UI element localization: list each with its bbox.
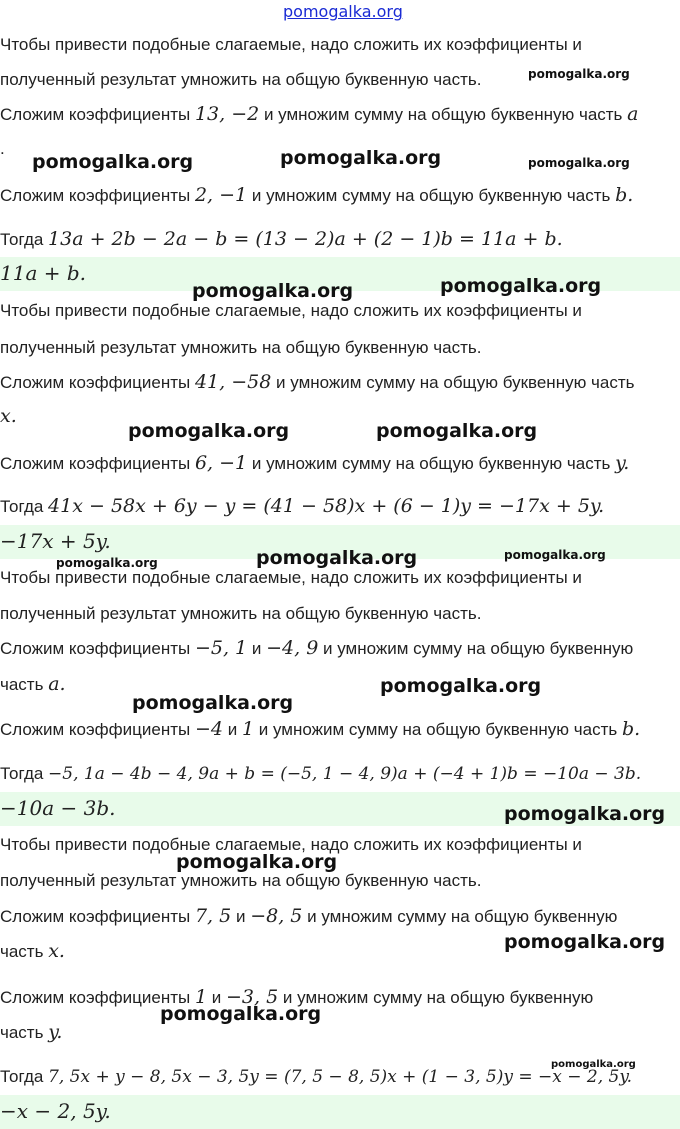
variable: a — [627, 103, 639, 125]
then-line — [0, 763, 641, 785]
variable: a. — [48, 673, 66, 695]
rule-line-2: полученный результат умножить на общую буквенную часть. — [0, 338, 482, 357]
step-text: часть — [0, 1023, 49, 1042]
step-text: и умножим сумму на общую буквенную — [278, 988, 594, 1007]
variable: b. — [615, 184, 634, 206]
variable: x. — [48, 940, 65, 962]
coefficients: −8, 5 — [250, 905, 303, 927]
watermark: pomogalka.org — [132, 692, 294, 714]
step-text: Сложим коэффициенты — [0, 373, 195, 392]
rule-line-2: полученный результат умножить на общую буквенную часть. — [0, 871, 482, 890]
answer: −x − 2, 5y. — [0, 1099, 111, 1123]
step-line — [0, 637, 633, 660]
watermark: pomogalka.org — [176, 851, 338, 873]
answer: −17x + 5y. — [0, 529, 111, 553]
step-text: и умножим сумму на общую буквенную часть — [247, 186, 616, 205]
watermark: pomogalka.org — [380, 675, 542, 697]
step-text: Сложим коэффициенты — [0, 105, 195, 124]
answer-box — [0, 1095, 680, 1129]
equation: 13a + 2b − 2a − b = (13 − 2)a + (2 − 1)b = 11a + b. — [48, 228, 563, 250]
coefficients: 41, −58 — [194, 371, 272, 393]
watermark: pomogalka.org — [528, 67, 630, 81]
step-text: Сложим коэффициенты — [0, 720, 195, 739]
step-text: Сложим коэффициенты — [0, 454, 195, 473]
rule-line-1: Чтобы привести подобные слагаемые, надо сложить их коэффициенты и — [0, 568, 582, 587]
rule-line-1: Чтобы привести подобные слагаемые, надо сложить их коэффициенты и — [0, 301, 582, 320]
step-line-continued — [0, 1021, 62, 1044]
step-text: и умножим сумму на общую буквенную часть — [271, 373, 635, 392]
coefficients: −5, 1 — [194, 637, 248, 659]
step-line — [0, 452, 629, 475]
watermark: pomogalka.org — [192, 280, 354, 302]
watermark: pomogalka.org — [56, 556, 158, 570]
equation: 7, 5x + y − 8, 5x − 3, 5y = (7, 5 − 8, 5)x + (1 − 3, 5)y = −x − 2, 5y. — [48, 1067, 633, 1087]
equation: 41x − 58x + 6y − y = (41 − 58)x + (6 − 1)y = −17x + 5y. — [48, 495, 605, 517]
step-text: и умножим сумму на общую буквенную — [302, 907, 618, 926]
step-text: и — [231, 907, 251, 926]
watermark: pomogalka.org — [551, 1059, 636, 1070]
coefficients: −3, 5 — [226, 986, 279, 1008]
step-line — [0, 184, 633, 207]
watermark: pomogalka.org — [440, 275, 602, 297]
watermark: pomogalka.org — [504, 803, 666, 825]
step-text: Сложим коэффициенты — [0, 186, 195, 205]
step-text: и умножим сумму на общую буквенную часть — [259, 105, 628, 124]
then-label: Тогда — [0, 230, 49, 249]
watermark-link[interactable]: pomogalka.org — [283, 2, 403, 21]
step-line-continued — [0, 673, 66, 696]
step-text: часть — [0, 942, 49, 961]
variable: b. — [621, 718, 641, 740]
step-line-continued: x. — [0, 405, 17, 427]
step-text: и умножим сумму на общую буквенную — [318, 639, 634, 658]
watermark: pomogalka.org — [504, 931, 666, 953]
then-line — [0, 228, 563, 251]
step-text: и — [222, 720, 242, 739]
watermark: pomogalka.org — [280, 147, 442, 169]
coefficients: 1 — [194, 986, 208, 1008]
step-line — [0, 371, 635, 394]
watermark: pomogalka.org — [128, 420, 290, 442]
answer: −10a − 3b. — [0, 796, 116, 820]
step-text: и — [207, 988, 227, 1007]
coefficients: 1 — [241, 718, 255, 740]
coefficients: −4 — [194, 718, 223, 740]
rule-line-1: Чтобы привести подобные слагаемые, надо сложить их коэффициенты и — [0, 35, 582, 54]
watermark: pomogalka.org — [32, 151, 194, 173]
rule-line-2: полученный результат умножить на общую буквенную часть. — [0, 604, 482, 623]
then-label: Тогда — [0, 497, 49, 516]
step-text: и умножим сумму на общую буквенную часть — [247, 454, 616, 473]
step-text: Сложим коэффициенты — [0, 639, 195, 658]
step-line-continued: . — [0, 139, 5, 158]
step-line-continued — [0, 940, 65, 963]
step-text: часть — [0, 675, 49, 694]
then-label: Тогда — [0, 1067, 49, 1086]
watermark: pomogalka.org — [528, 156, 630, 170]
variable: y. — [615, 452, 630, 474]
coefficients: 13, −2 — [194, 103, 260, 125]
step-line — [0, 905, 617, 928]
step-text: Сложим коэффициенты — [0, 988, 195, 1007]
watermark: pomogalka.org — [504, 548, 606, 562]
watermark: pomogalka.org — [256, 547, 418, 569]
then-label: Тогда — [0, 764, 49, 783]
step-line — [0, 718, 640, 741]
step-text: и — [247, 639, 267, 658]
watermark: pomogalka.org — [160, 1003, 322, 1025]
coefficients: 6, −1 — [194, 452, 248, 474]
equation: −5, 1a − 4b − 4, 9a + b = (−5, 1 − 4, 9)a + (−4 + 1)b = −10a − 3b. — [48, 764, 642, 784]
rule-line-2: полученный результат умножить на общую буквенную часть. — [0, 70, 482, 89]
then-line — [0, 1066, 632, 1088]
answer: 11a + b. — [0, 261, 87, 285]
step-text: Сложим коэффициенты — [0, 907, 195, 926]
then-line — [0, 495, 604, 518]
coefficients: 2, −1 — [194, 184, 248, 206]
coefficients: 7, 5 — [194, 905, 232, 927]
watermark: pomogalka.org — [376, 420, 538, 442]
step-text: и умножим сумму на общую буквенную часть — [254, 720, 622, 739]
step-line — [0, 103, 638, 126]
rule-line-1: Чтобы привести подобные слагаемые, надо сложить их коэффициенты и — [0, 835, 582, 854]
coefficients: −4, 9 — [266, 637, 319, 659]
variable: y. — [48, 1021, 63, 1043]
